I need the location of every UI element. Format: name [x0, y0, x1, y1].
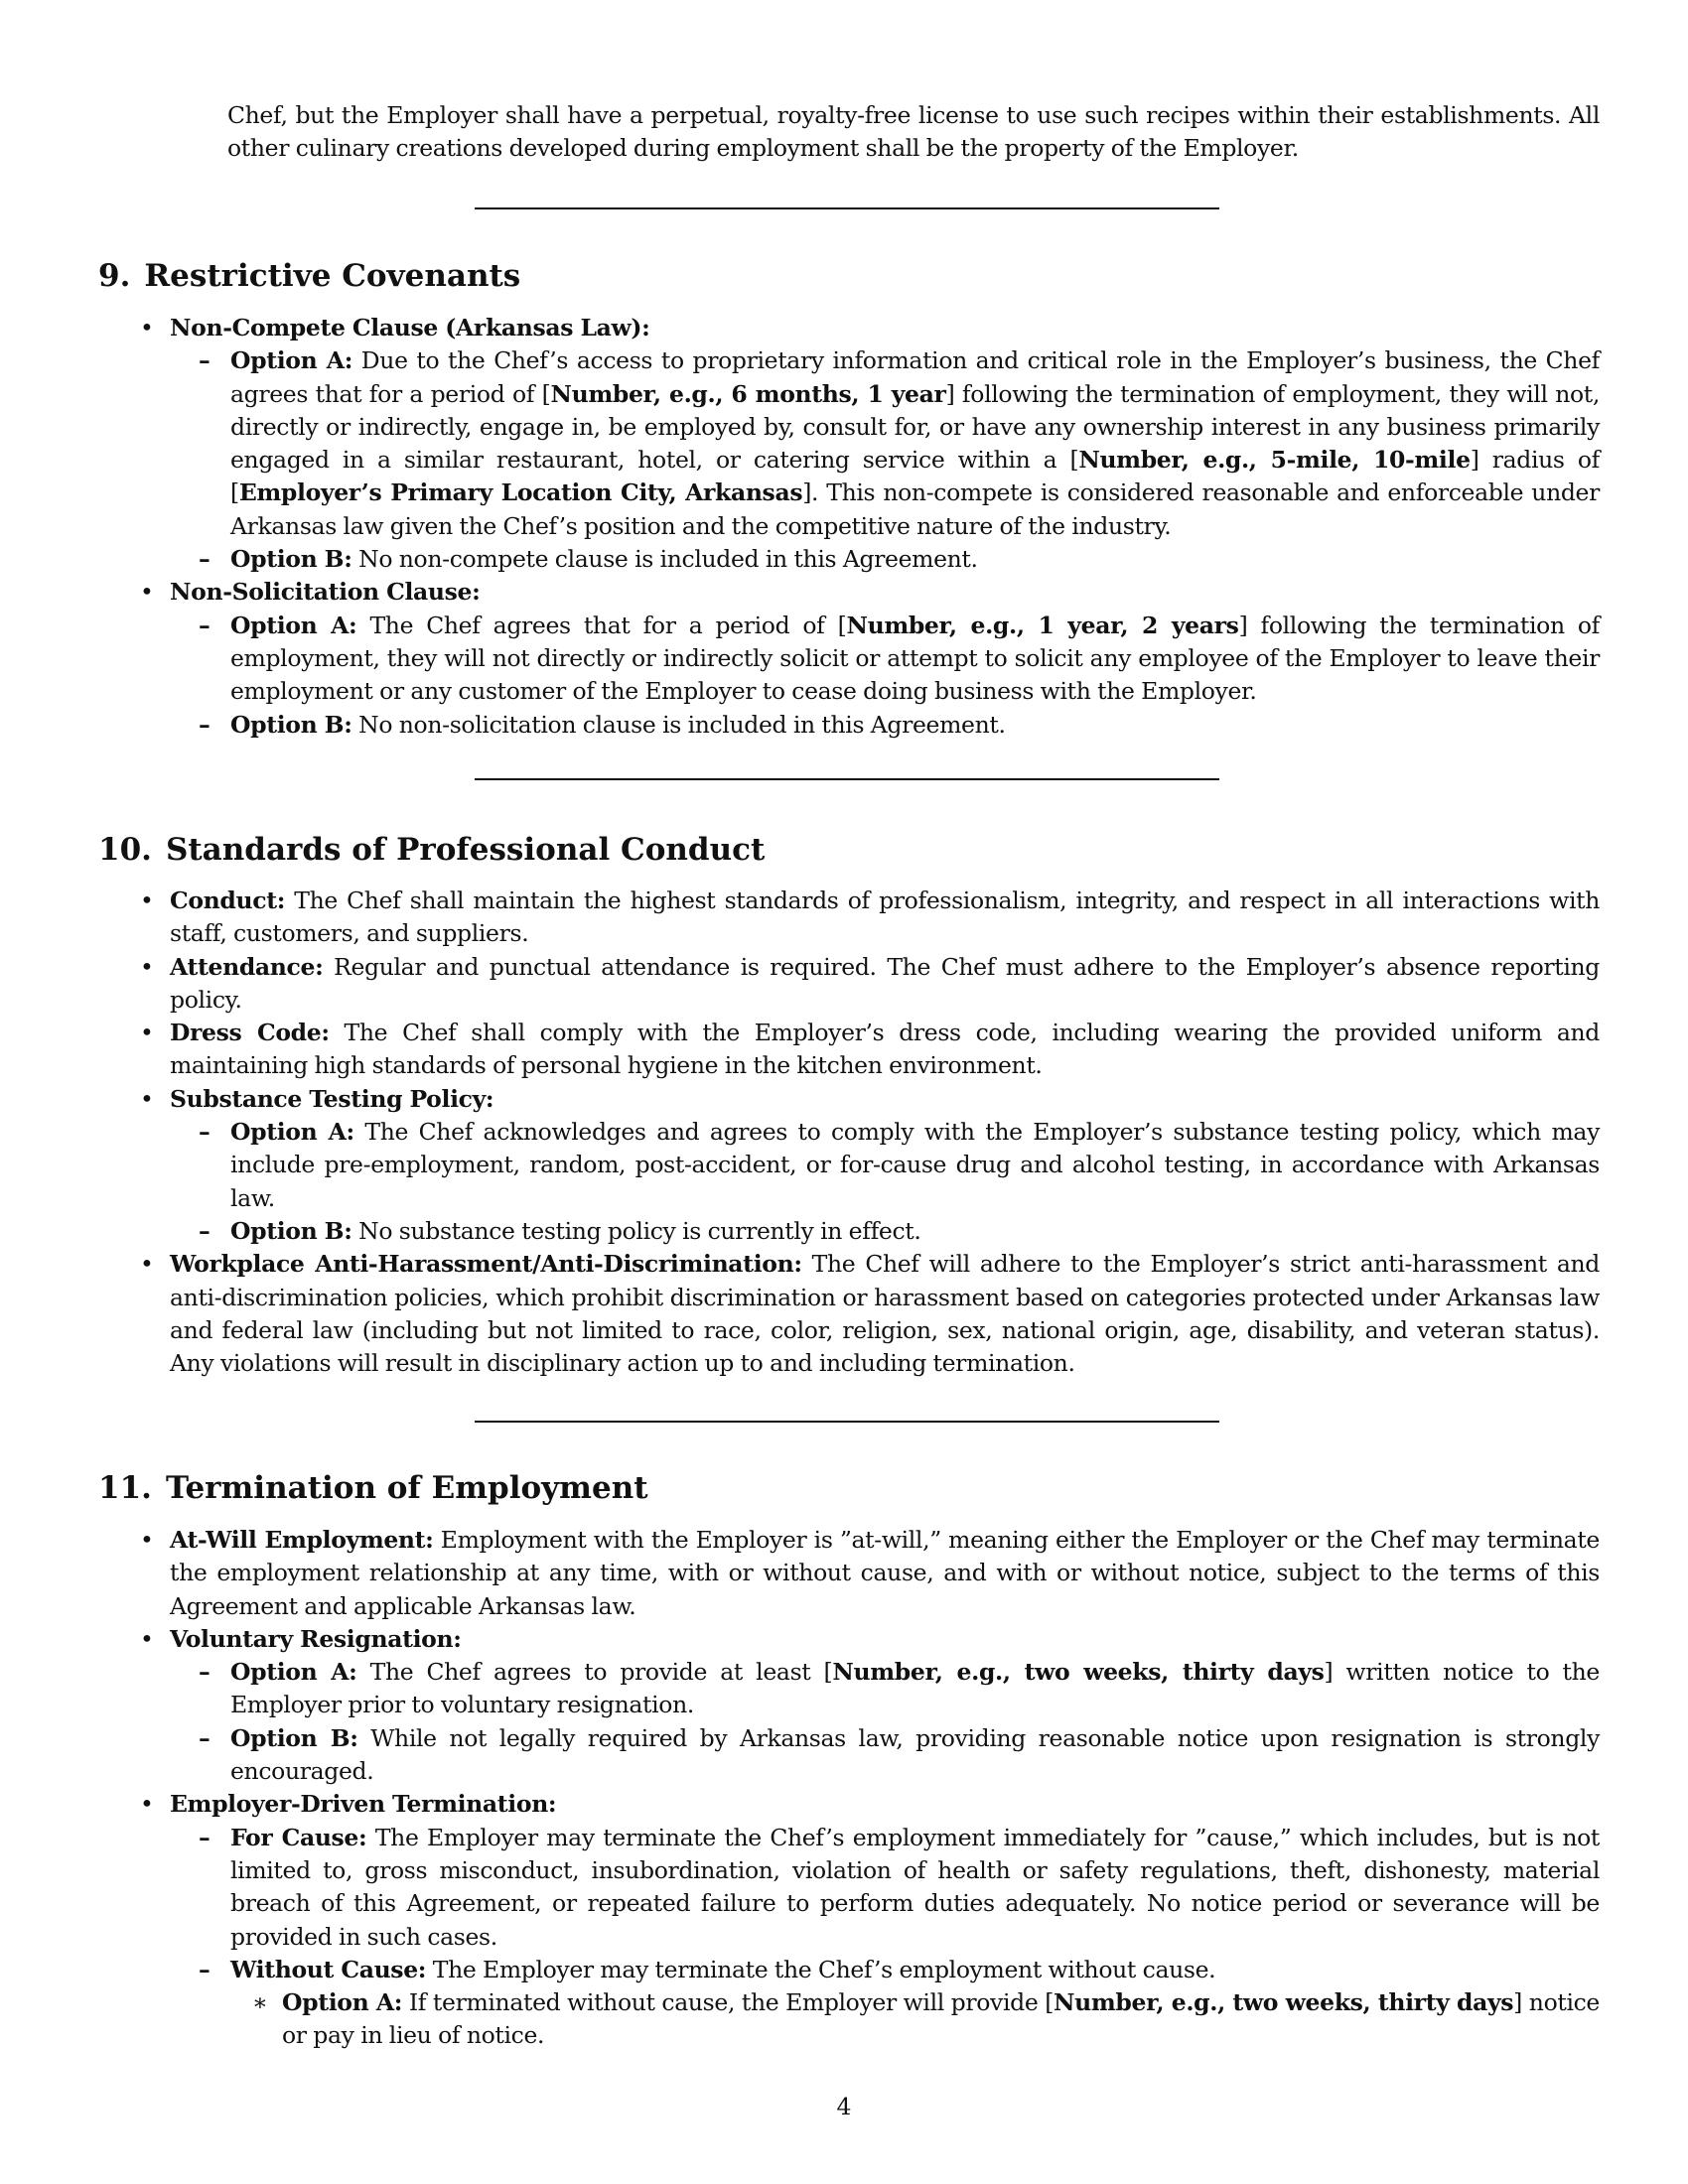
without-cause-option-a: ∗ Option A: If terminated without cause, the Employer will provide [Number, e.g., two weeks, thirty days] notice or pay in lieu of notice.: [282, 1986, 1600, 2053]
substance-testing-item: [170, 1083, 1600, 1248]
for-cause-item: – For Cause: The Employer may terminate the Chef’s employment immediately for ”cause,” which includes, but is not limited to, gross misconduct, insubordination, violation of health or safety regulations, theft, dishonesty, material breach of this Agreement, or repeated failure to perform duties adequately. No notice period or severance will be provided in such cases.: [230, 1822, 1600, 1954]
continuation-paragraph: Chef, but the Employer shall have a perpetual, royalty-free license to use such recipes within their establishments. All other culinary creations developed during employment shall be the property of the Employer.: [227, 101, 1600, 163]
section-11-heading: 11. Termination of Employment: [98, 1470, 648, 1506]
anti-harassment-item: • Workplace Anti-Harassment/Anti-Discrimination: The Chef will adhere to the Employer’s strict anti-harassment and anti-discrimination policies, which prohibit discrimination or harassment based on categories protected under Arkansas law and federal law (including but not limited to race, color, religion, sex, national origin, age, disability, and veteran status). Any violations will result in disciplinary action up to and including termination.: [170, 1248, 1600, 1380]
section-11-list: [170, 1524, 1600, 2053]
section-10-list: [170, 885, 1600, 1380]
page-number: 4: [836, 2093, 852, 2120]
section-divider: [475, 778, 1219, 780]
employer-termination-options: [170, 1822, 1600, 2053]
section-9-list: [170, 312, 1600, 742]
non-compete-option-b: – Option B: No non-compete clause is included in this Agreement.: [230, 543, 1600, 576]
attendance-item: • Attendance: Regular and punctual attendance is required. The Chef must adhere to the Employer’s absence reporting policy.: [170, 951, 1600, 1018]
non-solicitation-option-a: – Option A: The Chef agrees that for a period of [Number, e.g., 1 year, 2 years] following the termination of employment, they will not directly or indirectly solicit or attempt to solicit any employee of the Employer to leave their employment or any customer of the Employer to cease doing business with the Employer.: [230, 610, 1600, 709]
substance-option-a: – Option A: The Chef acknowledges and agrees to comply with the Employer’s substance testing policy, which may include pre-employment, random, post-accident, or for-cause drug and alcohol testing, in accordance with Arkansas law.: [230, 1116, 1600, 1215]
section-divider: [475, 1421, 1219, 1423]
conduct-item: • Conduct: The Chef shall maintain the highest standards of professionalism, integrity, and respect in all interactions with staff, customers, and suppliers.: [170, 885, 1600, 951]
non-solicitation-option-b: – Option B: No non-solicitation clause is included in this Agreement.: [230, 709, 1600, 742]
at-will-item: • At-Will Employment: Employment with the Employer is ”at-will,” meaning either the Employer or the Chef may terminate the employment relationship at any time, with or without cause, and with or without notice, subject to the terms of this Agreement and applicable Arkansas law.: [170, 1524, 1600, 1623]
non-solicitation-label: Non-Solicitation Clause:: [170, 578, 481, 607]
non-compete-label: Non-Compete Clause (Arkansas Law):: [170, 314, 650, 341]
resignation-options: [170, 1656, 1600, 1788]
section-9-heading: 9. Restrictive Covenants: [98, 258, 521, 294]
substance-option-b: – Option B: No substance testing policy is currently in effect.: [230, 1215, 1600, 1248]
resignation-option-b: – Option B: While not legally required by Arkansas law, providing reasonable notice upon resignation is strongly encouraged.: [230, 1722, 1600, 1789]
non-compete-option-a: – Option A: Due to the Chef’s access to proprietary information and critical role in the Employer’s business, the Chef agrees that for a period of [Number, e.g., 6 months, 1 year] following the termination of employment, they will not, directly or indirectly, engage in, be employed by, consult for, or have any ownership interest in any business primarily engaged in a similar restaurant, hotel, or catering service within a [Number, e.g., 5-mile, 10-mile] radius of [Employer’s Primary Location City, Arkansas]. This non-compete is considered reasonable and enforceable under Arkansas law given the Chef’s position and the competitive nature of the industry.: [230, 344, 1600, 543]
non-compete-options: [170, 344, 1600, 576]
non-solicitation-options: [170, 610, 1600, 742]
voluntary-resignation-label: Voluntary Resignation:: [170, 1624, 462, 1653]
resignation-option-a: – Option A: The Chef agrees to provide at least [Number, e.g., two weeks, thirty days] written notice to the Employer prior to voluntary resignation.: [230, 1656, 1600, 1722]
non-solicitation-item: [170, 576, 1600, 741]
substance-testing-label: Substance Testing Policy:: [170, 1084, 494, 1113]
without-cause-item: – Without Cause: The Employer may terminate the Chef’s employment without cause. ∗ Option A: If terminated without cause, the Employer will provide [Number, e.g., two weeks, thirty days] notice or pay in lieu of notice.: [230, 1954, 1600, 2053]
section-10-heading: 10. Standards of Professional Conduct: [98, 832, 766, 868]
section-divider: [475, 207, 1219, 209]
employer-termination-item: [170, 1788, 1600, 2052]
dress-code-item: • Dress Code: The Chef shall comply with the Employer’s dress code, including wearing the provided uniform and maintaining high standards of personal hygiene in the kitchen environment.: [170, 1017, 1600, 1083]
non-compete-item: [170, 312, 1600, 576]
substance-testing-options: [170, 1116, 1600, 1248]
voluntary-resignation-item: [170, 1623, 1600, 1788]
employer-termination-label: Employer-Driven Termination:: [170, 1790, 557, 1819]
without-cause-options: [230, 1986, 1600, 2053]
